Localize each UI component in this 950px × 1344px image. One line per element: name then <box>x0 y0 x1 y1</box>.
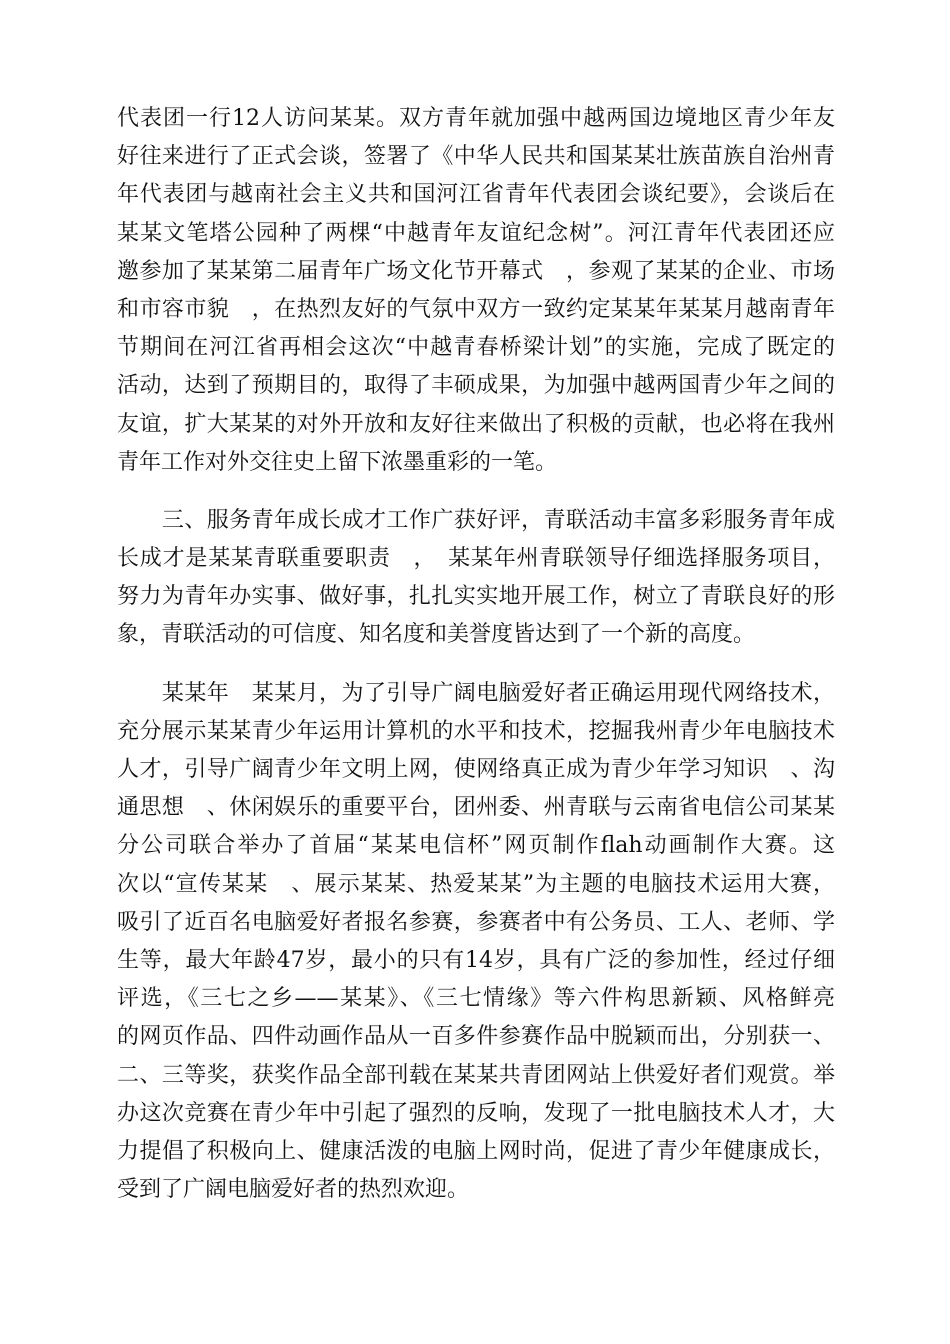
text-line: 友谊，扩大某某的对外开放和友好往来做出了积极的贡献，也必将在我州 <box>117 411 835 437</box>
text-line: 年代表团与越南社会主义共和国河江省青年代表团会谈纪要》，会谈后在 <box>117 182 835 208</box>
text-line: 象，青联活动的可信度、知名度和美誉度皆达到了一个新的高度。 <box>117 622 756 648</box>
text-line: 力提倡了积极向上、健康活泼的电脑上网时尚，促进了青少年健康成长， <box>117 1138 835 1164</box>
text-line: 受到了广阔电脑爱好者的热烈欢迎。 <box>117 1177 470 1203</box>
text-line: 好往来进行了正式会谈，签署了《中华人民共和国某某壮族苗族自治州青 <box>117 144 835 170</box>
text-line: 分公司联合举办了首届“某某电信杯”网页制作flah动画制作大赛。这 <box>117 833 835 859</box>
paragraph-web-contest <box>117 675 835 1210</box>
text-line: 办这次竞赛在青少年中引起了强烈的反响，发现了一批电脑技术人才，大 <box>117 1100 835 1126</box>
text-line: 评选，《三七之乡——某某》、《三七情缘》等六件构思新颖、风格鲜亮 <box>117 986 835 1012</box>
text-line: 节期间在河江省再相会这次“中越青春桥梁计划”的实施，完成了既定的 <box>117 335 835 361</box>
paragraph-youth-service <box>117 502 835 655</box>
text-line: 代表团一行12人访问某某。双方青年就加强中越两国边境地区青少年友 <box>117 106 835 131</box>
text-line: 通思想 、休闲娱乐的重要平台，团州委、州青联与云南省电信公司某某 <box>117 795 835 821</box>
text-line: 长成才是某某青联重要职责 ， 某某年州青联领导仔细选择服务项目， <box>117 546 835 572</box>
text-line: 某某文笔塔公园种了两棵“中越青年友谊纪念树”。河江青年代表团还应 <box>117 220 835 246</box>
text-line: 努力为青年办实事、做好事，扎扎实实地开展工作，树立了青联良好的形 <box>117 584 835 610</box>
text-line: 次以“宣传某某 、展示某某、热爱某某”为主题的电脑技术运用大赛， <box>117 871 835 897</box>
document-page <box>117 100 835 1209</box>
text-line: 的网页作品、四件动画作品从一百多件参赛作品中脱颖而出，分别获一、 <box>117 1024 835 1050</box>
text-line: 人才，引导广阔青少年文明上网，使网络真正成为青少年学习知识 、沟 <box>117 757 835 782</box>
text-line: 二、三等奖，获奖作品全部刊载在某某共青团网站上供爱好者们观赏。举 <box>117 1062 835 1088</box>
text-line: 某某年 某某月，为了引导广阔电脑爱好者正确运用现代网络技术， <box>117 680 835 706</box>
text-line: 三、服务青年成长成才工作广获好评，青联活动丰富多彩服务青年成 <box>117 507 835 533</box>
text-line: 邀参加了某某第二届青年广场文化节开幕式 ，参观了某某的企业、市场 <box>117 258 835 284</box>
text-line: 生等，最大年龄47岁，最小的只有14岁，具有广泛的参加性，经过仔细 <box>117 947 835 973</box>
text-line: 充分展示某某青少年运用计算机的水平和技术，挖掘我州青少年电脑技术 <box>117 718 835 744</box>
text-line: 活动，达到了预期目的，取得了丰硕成果，为加强中越两国青少年之间的 <box>117 373 835 399</box>
text-line: 青年工作对外交往史上留下浓墨重彩的一笔。 <box>117 449 558 475</box>
text-line: 和市容市貌 ，在热烈友好的气氛中双方一致约定某某年某某月越南青年 <box>117 296 835 322</box>
text-line: 吸引了近百名电脑爱好者报名参赛，参赛者中有公务员、工人、老师、学 <box>117 909 835 935</box>
paragraph-delegation-visit <box>117 100 835 482</box>
